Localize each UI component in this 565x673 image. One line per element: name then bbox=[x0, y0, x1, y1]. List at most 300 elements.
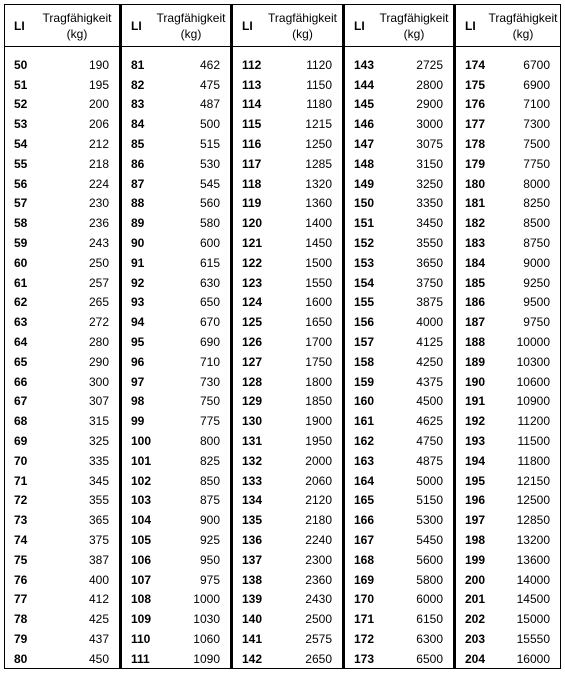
load-capacity: 6900 bbox=[523, 77, 550, 92]
table-row bbox=[122, 570, 230, 590]
load-index: 99 bbox=[131, 414, 145, 429]
load-index: 181 bbox=[465, 196, 486, 211]
load-index: 106 bbox=[131, 552, 152, 567]
load-index: 124 bbox=[242, 295, 263, 310]
table-row bbox=[456, 609, 560, 629]
table-row bbox=[233, 194, 342, 214]
load-capacity: 200 bbox=[88, 97, 109, 112]
load-index: 179 bbox=[465, 156, 486, 171]
table-row bbox=[122, 114, 230, 134]
table-row bbox=[233, 372, 342, 392]
load-index: 148 bbox=[354, 156, 375, 171]
load-capacity: 1250 bbox=[305, 137, 332, 152]
table-row bbox=[456, 134, 560, 154]
load-capacity: 4000 bbox=[416, 315, 443, 330]
load-index: 67 bbox=[14, 394, 28, 409]
load-index: 193 bbox=[465, 434, 486, 449]
load-capacity: 5150 bbox=[416, 493, 443, 508]
table-row bbox=[233, 154, 342, 174]
load-index: 115 bbox=[242, 117, 262, 132]
table-row bbox=[122, 332, 230, 352]
table-row bbox=[5, 352, 119, 372]
load-capacity: 1450 bbox=[305, 236, 332, 251]
table-row bbox=[233, 55, 342, 75]
load-capacity: 218 bbox=[88, 156, 109, 171]
load-index: 121 bbox=[242, 236, 263, 251]
rows-column-3 bbox=[233, 47, 342, 669]
load-index: 176 bbox=[465, 97, 486, 112]
table-row bbox=[345, 233, 453, 253]
table-row bbox=[122, 510, 230, 530]
load-capacity: 8500 bbox=[523, 216, 550, 231]
capacity-header: Tragfähigkeit (kg) bbox=[42, 10, 112, 41]
load-capacity: 950 bbox=[199, 552, 220, 567]
load-index: 122 bbox=[242, 255, 263, 270]
table-row bbox=[5, 431, 119, 451]
table-row bbox=[5, 75, 119, 95]
table-row bbox=[233, 312, 342, 332]
table-row bbox=[233, 392, 342, 412]
load-capacity: 14500 bbox=[516, 592, 550, 607]
load-index: 171 bbox=[354, 612, 375, 627]
load-capacity: 437 bbox=[88, 632, 109, 646]
table-row bbox=[5, 273, 119, 293]
load-capacity: 7750 bbox=[523, 156, 550, 171]
table-row bbox=[345, 550, 453, 570]
load-index: 114 bbox=[242, 97, 262, 112]
load-capacity: 345 bbox=[88, 473, 109, 488]
load-capacity: 1650 bbox=[305, 315, 332, 330]
load-capacity: 387 bbox=[88, 552, 109, 567]
load-index: 129 bbox=[242, 394, 263, 409]
load-capacity: 315 bbox=[88, 414, 109, 429]
table-row bbox=[122, 352, 230, 372]
table-row bbox=[345, 649, 453, 669]
load-capacity: 6300 bbox=[416, 632, 443, 646]
table-row bbox=[5, 114, 119, 134]
table-row bbox=[233, 471, 342, 491]
table-row bbox=[345, 194, 453, 214]
load-capacity: 3350 bbox=[416, 196, 443, 211]
load-index: 151 bbox=[354, 216, 375, 231]
table-row bbox=[122, 233, 230, 253]
load-capacity: 6000 bbox=[416, 592, 443, 607]
load-index: 135 bbox=[242, 513, 263, 528]
table-row bbox=[456, 332, 560, 352]
table-row bbox=[122, 95, 230, 115]
load-index: 90 bbox=[131, 236, 145, 251]
load-capacity: 325 bbox=[88, 434, 109, 449]
load-capacity: 1400 bbox=[305, 216, 332, 231]
rows-column-1 bbox=[5, 47, 119, 669]
load-capacity: 515 bbox=[199, 137, 220, 152]
load-index: 94 bbox=[131, 315, 145, 330]
load-index: 141 bbox=[242, 632, 263, 646]
table-row bbox=[233, 629, 342, 649]
table-row bbox=[456, 253, 560, 273]
load-index: 155 bbox=[354, 295, 375, 310]
table-row bbox=[5, 471, 119, 491]
table-row bbox=[345, 352, 453, 372]
table-row bbox=[5, 134, 119, 154]
load-capacity: 9250 bbox=[523, 275, 550, 290]
table-row bbox=[233, 570, 342, 590]
load-index: 203 bbox=[465, 632, 486, 646]
load-capacity: 1215 bbox=[305, 117, 332, 132]
load-capacity: 412 bbox=[88, 592, 109, 607]
load-index: 88 bbox=[131, 196, 145, 211]
load-capacity: 630 bbox=[199, 275, 220, 290]
table-row bbox=[233, 491, 342, 511]
load-capacity: 1320 bbox=[305, 176, 332, 191]
table-row bbox=[5, 154, 119, 174]
load-capacity: 8750 bbox=[523, 236, 550, 251]
load-index: 149 bbox=[354, 176, 375, 191]
load-capacity: 9000 bbox=[523, 255, 550, 270]
load-index: 157 bbox=[354, 335, 375, 350]
load-index: 154 bbox=[354, 275, 375, 290]
table-row bbox=[345, 392, 453, 412]
table-row bbox=[5, 213, 119, 233]
load-capacity: 1120 bbox=[306, 57, 332, 72]
load-capacity: 12850 bbox=[516, 513, 550, 528]
load-index: 69 bbox=[14, 434, 28, 449]
table-row bbox=[345, 372, 453, 392]
load-index: 85 bbox=[131, 137, 145, 152]
table-row bbox=[345, 451, 453, 471]
load-index: 55 bbox=[14, 156, 28, 171]
load-index: 98 bbox=[131, 394, 145, 409]
table-row bbox=[345, 134, 453, 154]
table-row bbox=[345, 253, 453, 273]
load-index: 139 bbox=[242, 592, 263, 607]
load-capacity: 1090 bbox=[193, 651, 220, 666]
load-index: 150 bbox=[354, 196, 375, 211]
load-capacity: 11500 bbox=[517, 434, 550, 449]
table-row bbox=[122, 649, 230, 669]
load-index: 112 bbox=[242, 57, 262, 72]
table-row bbox=[122, 451, 230, 471]
load-capacity: 9500 bbox=[523, 295, 550, 310]
li-header: LI bbox=[14, 18, 25, 33]
load-capacity: 307 bbox=[88, 394, 109, 409]
table-row bbox=[5, 590, 119, 610]
table-row bbox=[456, 590, 560, 610]
load-capacity: 5600 bbox=[416, 552, 443, 567]
load-capacity: 487 bbox=[199, 97, 220, 112]
load-index: 78 bbox=[14, 612, 28, 627]
load-index: 127 bbox=[242, 354, 263, 369]
load-capacity: 4625 bbox=[416, 414, 443, 429]
capacity-header: Tragfähigkeit (kg) bbox=[268, 10, 337, 41]
load-capacity: 6700 bbox=[523, 57, 550, 72]
table-row bbox=[5, 95, 119, 115]
load-index: 100 bbox=[131, 434, 152, 449]
table-row bbox=[5, 570, 119, 590]
load-index: 130 bbox=[242, 414, 263, 429]
table-header bbox=[456, 5, 560, 47]
table-row bbox=[456, 174, 560, 194]
load-index: 138 bbox=[242, 572, 263, 587]
load-capacity: 10900 bbox=[516, 394, 550, 409]
load-capacity: 2900 bbox=[416, 97, 443, 112]
load-capacity: 615 bbox=[199, 255, 220, 270]
table-row bbox=[456, 431, 560, 451]
load-index: 111 bbox=[131, 651, 150, 666]
load-index: 156 bbox=[354, 315, 375, 330]
load-capacity: 375 bbox=[88, 533, 109, 548]
load-capacity: 15550 bbox=[516, 632, 550, 646]
table-row bbox=[233, 411, 342, 431]
load-index: 66 bbox=[14, 374, 28, 389]
table-row bbox=[456, 273, 560, 293]
load-capacity: 4750 bbox=[416, 434, 443, 449]
load-capacity: 1950 bbox=[305, 434, 332, 449]
load-index: 59 bbox=[14, 236, 28, 251]
load-index: 147 bbox=[354, 137, 375, 152]
load-index: 89 bbox=[131, 216, 145, 231]
load-index: 198 bbox=[465, 533, 486, 548]
li-header: LI bbox=[354, 18, 365, 33]
load-capacity: 3150 bbox=[416, 156, 443, 171]
load-index: 77 bbox=[14, 592, 28, 607]
load-index: 80 bbox=[14, 651, 28, 666]
table-row bbox=[122, 471, 230, 491]
table-row bbox=[345, 95, 453, 115]
load-capacity: 12150 bbox=[516, 473, 550, 488]
table-row bbox=[233, 95, 342, 115]
table-row bbox=[345, 273, 453, 293]
load-index: 169 bbox=[354, 572, 375, 587]
load-index: 65 bbox=[14, 354, 28, 369]
load-capacity: 1550 bbox=[305, 275, 332, 290]
load-index: 58 bbox=[14, 216, 28, 231]
load-capacity: 265 bbox=[88, 295, 109, 310]
load-capacity: 1060 bbox=[193, 632, 220, 646]
table-row bbox=[122, 609, 230, 629]
load-capacity: 280 bbox=[88, 335, 109, 350]
load-capacity: 3250 bbox=[416, 176, 443, 191]
table-row bbox=[5, 174, 119, 194]
load-capacity: 850 bbox=[199, 473, 220, 488]
table-row bbox=[122, 75, 230, 95]
table-row bbox=[233, 293, 342, 313]
table-row bbox=[456, 233, 560, 253]
load-capacity: 3450 bbox=[416, 216, 443, 231]
load-index: 72 bbox=[14, 493, 28, 508]
load-capacity: 2575 bbox=[305, 632, 332, 646]
load-capacity: 206 bbox=[88, 117, 109, 132]
load-capacity: 750 bbox=[199, 394, 220, 409]
load-index: 105 bbox=[131, 533, 152, 548]
table-row bbox=[122, 590, 230, 610]
load-index: 86 bbox=[131, 156, 145, 171]
table-row bbox=[456, 530, 560, 550]
load-index: 167 bbox=[354, 533, 375, 548]
table-row bbox=[5, 491, 119, 511]
load-capacity: 650 bbox=[199, 295, 220, 310]
load-index: 200 bbox=[465, 572, 486, 587]
load-capacity: 4375 bbox=[416, 374, 443, 389]
capacity-header: Tragfähigkeit (kg) bbox=[156, 10, 226, 41]
load-capacity: 690 bbox=[199, 335, 220, 350]
load-capacity: 580 bbox=[199, 216, 220, 231]
load-index: 52 bbox=[14, 97, 28, 112]
table-row bbox=[5, 411, 119, 431]
load-index: 195 bbox=[465, 473, 486, 488]
load-capacity: 3650 bbox=[416, 255, 443, 270]
load-index: 70 bbox=[14, 453, 28, 468]
table-row bbox=[5, 55, 119, 75]
table-row bbox=[456, 114, 560, 134]
table-row bbox=[456, 213, 560, 233]
rows-column-2 bbox=[122, 47, 230, 669]
table-row bbox=[122, 530, 230, 550]
load-capacity: 300 bbox=[88, 374, 109, 389]
table-row bbox=[5, 332, 119, 352]
table-block bbox=[342, 5, 453, 668]
table-row bbox=[233, 550, 342, 570]
load-index: 56 bbox=[14, 176, 28, 191]
table-row bbox=[122, 194, 230, 214]
load-index: 62 bbox=[14, 295, 28, 310]
table-block bbox=[453, 5, 560, 668]
load-capacity: 6150 bbox=[416, 612, 443, 627]
load-capacity: 500 bbox=[199, 117, 220, 132]
load-index-table bbox=[4, 4, 561, 669]
table-row bbox=[456, 154, 560, 174]
load-index: 199 bbox=[465, 552, 486, 567]
table-row bbox=[122, 392, 230, 412]
load-index: 180 bbox=[465, 176, 486, 191]
table-header bbox=[5, 5, 119, 47]
load-index: 194 bbox=[465, 453, 486, 468]
table-row bbox=[5, 392, 119, 412]
load-index: 202 bbox=[465, 612, 486, 627]
table-header bbox=[233, 5, 342, 47]
load-capacity: 1360 bbox=[305, 196, 332, 211]
load-capacity: 975 bbox=[199, 572, 220, 587]
load-capacity: 5800 bbox=[416, 572, 443, 587]
table-row bbox=[5, 530, 119, 550]
load-capacity: 1900 bbox=[305, 414, 332, 429]
load-capacity: 900 bbox=[199, 513, 220, 528]
table-row bbox=[233, 431, 342, 451]
load-capacity: 10000 bbox=[516, 335, 550, 350]
table-row bbox=[456, 471, 560, 491]
li-header: LI bbox=[465, 18, 476, 33]
load-index: 182 bbox=[465, 216, 486, 231]
load-index: 108 bbox=[131, 592, 152, 607]
load-capacity: 272 bbox=[88, 315, 109, 330]
load-index: 87 bbox=[131, 176, 145, 191]
table-row bbox=[5, 233, 119, 253]
table-row bbox=[122, 134, 230, 154]
load-capacity: 475 bbox=[199, 77, 220, 92]
load-capacity: 670 bbox=[199, 315, 220, 330]
table-row bbox=[345, 411, 453, 431]
load-index: 68 bbox=[14, 414, 28, 429]
load-index: 133 bbox=[242, 473, 263, 488]
load-index: 158 bbox=[354, 354, 375, 369]
table-row bbox=[456, 312, 560, 332]
load-index: 61 bbox=[14, 275, 28, 290]
load-capacity: 2000 bbox=[305, 453, 332, 468]
load-index: 83 bbox=[131, 97, 145, 112]
load-index: 119 bbox=[242, 196, 262, 211]
load-capacity: 2725 bbox=[416, 57, 443, 72]
load-capacity: 2180 bbox=[305, 513, 332, 528]
load-capacity: 545 bbox=[199, 176, 220, 191]
table-row bbox=[5, 510, 119, 530]
load-capacity: 13200 bbox=[516, 533, 550, 548]
load-index: 204 bbox=[465, 651, 486, 666]
load-index: 191 bbox=[465, 394, 486, 409]
table-row bbox=[345, 609, 453, 629]
capacity-header: Tragfähigkeit (kg) bbox=[379, 10, 449, 41]
load-capacity: 1750 bbox=[305, 354, 332, 369]
load-index: 53 bbox=[14, 117, 28, 132]
table-row bbox=[456, 510, 560, 530]
load-capacity: 7300 bbox=[523, 117, 550, 132]
load-index: 71 bbox=[14, 473, 28, 488]
table-row bbox=[5, 253, 119, 273]
load-capacity: 4125 bbox=[416, 335, 443, 350]
load-capacity: 15000 bbox=[516, 612, 550, 627]
table-row bbox=[345, 570, 453, 590]
load-capacity: 365 bbox=[88, 513, 109, 528]
load-capacity: 16000 bbox=[516, 651, 550, 666]
load-index: 163 bbox=[354, 453, 375, 468]
load-index: 168 bbox=[354, 552, 375, 567]
table-row bbox=[233, 174, 342, 194]
table-row bbox=[5, 372, 119, 392]
table-row bbox=[5, 609, 119, 629]
load-capacity: 530 bbox=[199, 156, 220, 171]
table-row bbox=[122, 312, 230, 332]
rows-column-5 bbox=[456, 47, 560, 669]
load-index: 190 bbox=[465, 374, 486, 389]
load-index: 79 bbox=[14, 632, 28, 646]
load-capacity: 600 bbox=[199, 236, 220, 251]
load-index: 126 bbox=[242, 335, 263, 350]
table-row bbox=[233, 233, 342, 253]
load-capacity: 4875 bbox=[416, 453, 443, 468]
load-capacity: 10300 bbox=[516, 354, 550, 369]
load-index: 192 bbox=[465, 414, 486, 429]
load-index: 60 bbox=[14, 255, 28, 270]
load-capacity: 2650 bbox=[305, 651, 332, 666]
table-row bbox=[233, 213, 342, 233]
table-row bbox=[345, 629, 453, 649]
load-capacity: 3550 bbox=[416, 236, 443, 251]
table-row bbox=[456, 570, 560, 590]
load-capacity: 5450 bbox=[416, 533, 443, 548]
table-row bbox=[345, 312, 453, 332]
table-row bbox=[122, 273, 230, 293]
load-capacity: 4500 bbox=[416, 394, 443, 409]
load-capacity: 5000 bbox=[416, 473, 443, 488]
load-capacity: 400 bbox=[88, 572, 109, 587]
load-index: 165 bbox=[354, 493, 375, 508]
load-capacity: 190 bbox=[88, 57, 109, 72]
load-capacity: 775 bbox=[199, 414, 220, 429]
load-index: 50 bbox=[14, 57, 28, 72]
table-row bbox=[122, 550, 230, 570]
table-row bbox=[345, 431, 453, 451]
table-row bbox=[345, 332, 453, 352]
load-index: 178 bbox=[465, 137, 486, 152]
